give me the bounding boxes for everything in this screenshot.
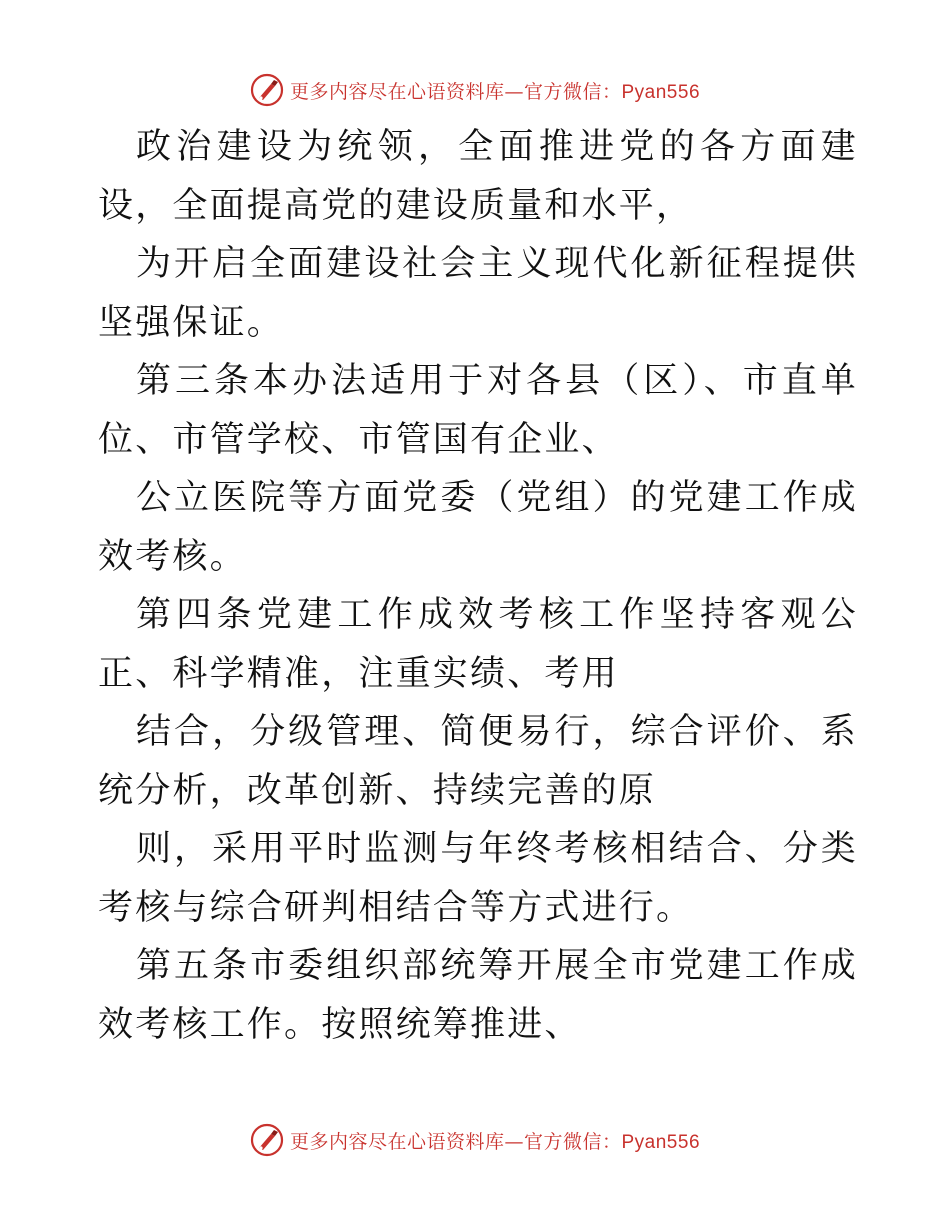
watermark-handle: Pyan556	[621, 81, 701, 103]
header-watermark	[0, 72, 950, 108]
document-body	[98, 118, 858, 1054]
paragraph: 第三条本办法适用于对各县（区）、市直单位、市管学校、市管国有企业、	[98, 361, 858, 460]
paragraph: 公立医院等方面党委（党组）的党建工作成效考核。	[98, 478, 858, 577]
watermark-site-name: 更多内容尽在心语资料库	[289, 80, 505, 103]
paragraph: 政治建设为统领，全面推进党的各方面建设，全面提高党的建设质量和水平，	[98, 127, 858, 226]
watermark-official-label: 官方微信：	[523, 1130, 622, 1153]
watermark-site-name: 更多内容尽在心语资料库	[289, 1130, 505, 1153]
paragraph: 结合，分级管理、简便易行，综合评价、系统分析，改革创新、持续完善的原	[98, 712, 858, 811]
pen-nib-circle-icon	[250, 73, 284, 107]
watermark-text	[290, 1127, 700, 1154]
pen-nib-circle-icon	[250, 1123, 284, 1157]
watermark-dash: —	[504, 1130, 524, 1153]
paragraph: 第四条党建工作成效考核工作坚持客观公正、科学精准，注重实绩、考用	[98, 595, 858, 694]
watermark-handle: Pyan556	[621, 1131, 701, 1153]
footer-watermark	[0, 1122, 950, 1158]
watermark-official-label: 官方微信：	[523, 80, 622, 103]
paragraph: 第五条市委组织部统筹开展全市党建工作成效考核工作。按照统筹推进、	[98, 946, 858, 1045]
paragraph: 则，采用平时监测与年终考核相结合、分类考核与综合研判相结合等方式进行。	[98, 829, 858, 928]
paragraph: 为开启全面建设社会主义现代化新征程提供坚强保证。	[98, 244, 858, 343]
watermark-dash: —	[504, 80, 524, 103]
watermark-text	[290, 77, 700, 104]
